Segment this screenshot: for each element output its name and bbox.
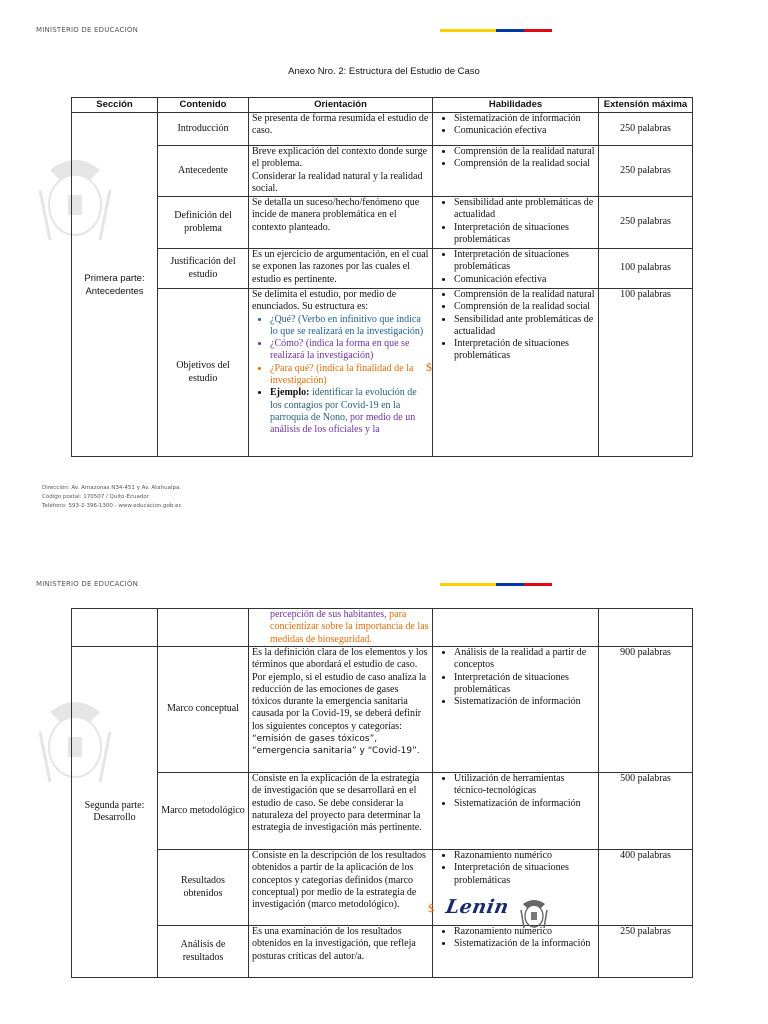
orientacion-line: Considerar la realidad natural y la realidad social. [252, 170, 423, 194]
table-row [72, 249, 693, 289]
skill-item: • Interpretación de situaciones problemáticas [454, 338, 595, 363]
table-row [72, 647, 693, 773]
empty-contenido-cell [158, 609, 249, 647]
header-habilidades: Habilidades [433, 98, 599, 113]
skill-item: • Comprensión de la realidad social [454, 158, 595, 170]
extension-cell: 100 palabras [599, 249, 693, 289]
header-extension: Extensión máxima [599, 98, 693, 113]
skill-item: • Análisis de la realidad a partir de conceptos [454, 647, 595, 672]
skill-item: • Interpretación de situaciones problemáticas [454, 862, 595, 887]
flag-stripe [440, 29, 552, 32]
stray-dollar-mark: $ [428, 901, 434, 915]
table-row [72, 146, 693, 197]
skill-item: • Comunicación efectiva [454, 274, 595, 286]
orientacion-cell: Se detalla un suceso/hecho/fenómeno que incide de manera problemática en el contexto planteado. [249, 197, 433, 249]
section-segunda-parte: Segunda parte: Desarrollo [72, 647, 158, 978]
extension-cell: 250 palabras [599, 197, 693, 249]
flag-color-segment [496, 583, 524, 586]
habilidades-cell [433, 773, 599, 850]
objective-como-item: • ¿Cómo? (indica la forma en que se realizará la investigación) [270, 338, 429, 363]
footer-postal: Código postal: 170507 / Quito-Ecuador [42, 494, 149, 500]
table-row [72, 197, 693, 249]
orientacion-line: Breve explicación del contexto donde surge el problema. [252, 146, 428, 170]
objective-para-item: • ¿Para qué? (indica la finalidad de la investigación) [270, 363, 429, 388]
ministry-header: MINISTERIO DE EDUCACIÓN [36, 26, 139, 34]
skill-item: • Sistematización de la información [454, 938, 595, 950]
flag-color-segment [524, 29, 552, 32]
contenido-cell: Definición del problema [158, 197, 249, 249]
orientacion-cell: Es un ejercicio de argumentación, en el cual se exponen las razones por las cuales el estudio es pertinente. [249, 249, 433, 289]
skill-item: • Sensibilidad ante problemáticas de actualidad [454, 197, 595, 222]
skill-item: • Interpretación de situaciones problemáticas [454, 222, 595, 247]
example-label: Ejemplo: [270, 387, 310, 399]
skill-item: • Sensibilidad ante problemáticas de actualidad [454, 314, 595, 339]
extension-cell: 250 palabras [599, 113, 693, 146]
example-item [270, 387, 429, 436]
page-footer [42, 484, 182, 511]
case-study-structure-table-continued [71, 608, 693, 978]
footer-phone: Teléfono: 593-2-396-1300 - www.educacion.gob.ec [42, 503, 182, 509]
skill-item: • Sistematización de información [454, 798, 595, 810]
contenido-cell: Justificación del estudio [158, 249, 249, 289]
continuation-orange-text: para concientizar sobre la importancia de las medidas de bioseguridad. [270, 609, 429, 645]
habilidades-cell [433, 926, 599, 978]
habilidades-cell [433, 197, 599, 249]
contenido-cell: Resultados obtenidos [158, 850, 249, 926]
orientacion-cell: Consiste en la descripción de los resultados obtenidos a partir de la aplicación de los conceptos y categorías definidos (marco conceptual) por medio de la estrategia de investigación (marco metodológico). [249, 850, 433, 926]
habilidades-cell [433, 647, 599, 773]
habilidades-cell [433, 113, 599, 146]
empty-section-cell [72, 609, 158, 647]
table-header-row [72, 98, 693, 113]
contenido-cell: Marco metodológico [158, 773, 249, 850]
orientacion-intro: Se delimita el estudio, por medio de enunciados. Su estructura es: [252, 289, 397, 313]
skill-item: • Razonamiento numérico [454, 926, 595, 938]
table-row [72, 113, 693, 146]
skill-item: • Interpretación de situaciones problemáticas [454, 249, 595, 274]
extension-cell: 100 palabras [599, 289, 693, 457]
objective-que-item: • ¿Qué? (Verbo en infinitivo que indica lo que se realizará en la investigación) [270, 314, 429, 339]
footer-address: Dirección: Av. Amazonas N34-451 y Av. Atahualpa. [42, 485, 182, 491]
flag-color-segment [440, 583, 496, 586]
orientacion-cell [249, 647, 433, 773]
extension-cell: 250 palabras [599, 926, 693, 978]
empty-extension-cell [599, 609, 693, 647]
skill-item: • Comprensión de la realidad natural [454, 146, 595, 158]
coat-of-arms-stamp-icon [518, 896, 550, 930]
skill-item: • Utilización de herramientas técnico-tecnológicas [454, 773, 595, 798]
flag-color-segment [524, 583, 552, 586]
table-row [72, 289, 693, 457]
header-seccion: Sección [72, 98, 158, 113]
contenido-cell: Marco conceptual [158, 647, 249, 773]
orientacion-cell [249, 146, 433, 197]
section-primera-parte: Primera parte: Antecedentes [72, 113, 158, 457]
header-orientacion: Orientación [249, 98, 433, 113]
document-title: Anexo Nro. 2: Estructura del Estudio de Caso [288, 66, 480, 77]
orientacion-cell: Es una examinación de los resultados obtenidos en la investigación, que refleja posturas críticas del autor/a. [249, 926, 433, 978]
table-row [72, 773, 693, 850]
extension-cell: 900 palabras [599, 647, 693, 773]
flag-color-segment [496, 29, 524, 32]
contenido-cell: Introducción [158, 113, 249, 146]
contenido-cell: Antecedente [158, 146, 249, 197]
flag-stripe [440, 583, 552, 586]
skill-item: • Sistematización de información [454, 696, 595, 708]
habilidades-cell [433, 146, 599, 197]
ministry-header: MINISTERIO DE EDUCACIÓN [36, 580, 139, 588]
signature-lenin: Lenin [444, 896, 511, 918]
table-row [72, 850, 693, 926]
table-row [72, 609, 693, 647]
skill-item: • Razonamiento numérico [454, 850, 595, 862]
orientacion-cell: Se presenta de forma resumida el estudio de caso. [249, 113, 433, 146]
contenido-cell: Objetivos del estudio [158, 289, 249, 457]
extension-cell: 400 palabras [599, 850, 693, 926]
flag-color-segment [440, 29, 496, 32]
table-row [72, 926, 693, 978]
extension-cell: 250 palabras [599, 146, 693, 197]
orientacion-cell [249, 289, 433, 457]
orientacion-continuation-cell [249, 609, 433, 647]
skill-item: • Comunicación efectiva [454, 125, 595, 137]
skill-item: • Interpretación de situaciones problemáticas [454, 672, 595, 697]
header-contenido: Contenido [158, 98, 249, 113]
document-page-2 [0, 512, 768, 1024]
empty-habilidades-cell [433, 609, 599, 647]
habilidades-cell [433, 289, 599, 457]
orientacion-cell: Consiste en la explicación de la estrategia de investigación que se desarrollará en el estudio de caso. Se debe considerar la naturaleza del proyecto para determinar la estrategia de investigación más pertinente. [249, 773, 433, 850]
case-study-structure-table [71, 97, 693, 457]
skill-item: • Sistematización de información [454, 113, 595, 125]
example-blue-text: identificar la evolución de los contagios por Covid-19 en la parroquia de Nono, [270, 387, 417, 423]
concepts-text: “emisión de gases tóxicos”, “emergencia sanitaria” y “Covid-19”. [252, 734, 420, 757]
stray-dollar-mark: $ [426, 360, 432, 374]
habilidades-cell [433, 249, 599, 289]
skill-item: • Comprensión de la realidad social [454, 301, 595, 313]
continuation-purple-text: percepción de sus habitantes, [270, 609, 387, 620]
example-purple-text: por medio de un análisis de los oficiales y la [270, 411, 416, 436]
contenido-cell: Análisis de resultados [158, 926, 249, 978]
orientacion-text: Es la definición clara de los elementos y los términos que abordará el estudio de caso. Por ejemplo, si el estudio de caso analiza la reducción de las emociones de gases tóxicos durante la emergencia sanitaria causada por la Covid-19, se deberá definir los siguientes conceptos y categorías: [252, 647, 428, 732]
extension-cell: 500 palabras [599, 773, 693, 850]
skill-item: • Comprensión de la realidad natural [454, 289, 595, 301]
